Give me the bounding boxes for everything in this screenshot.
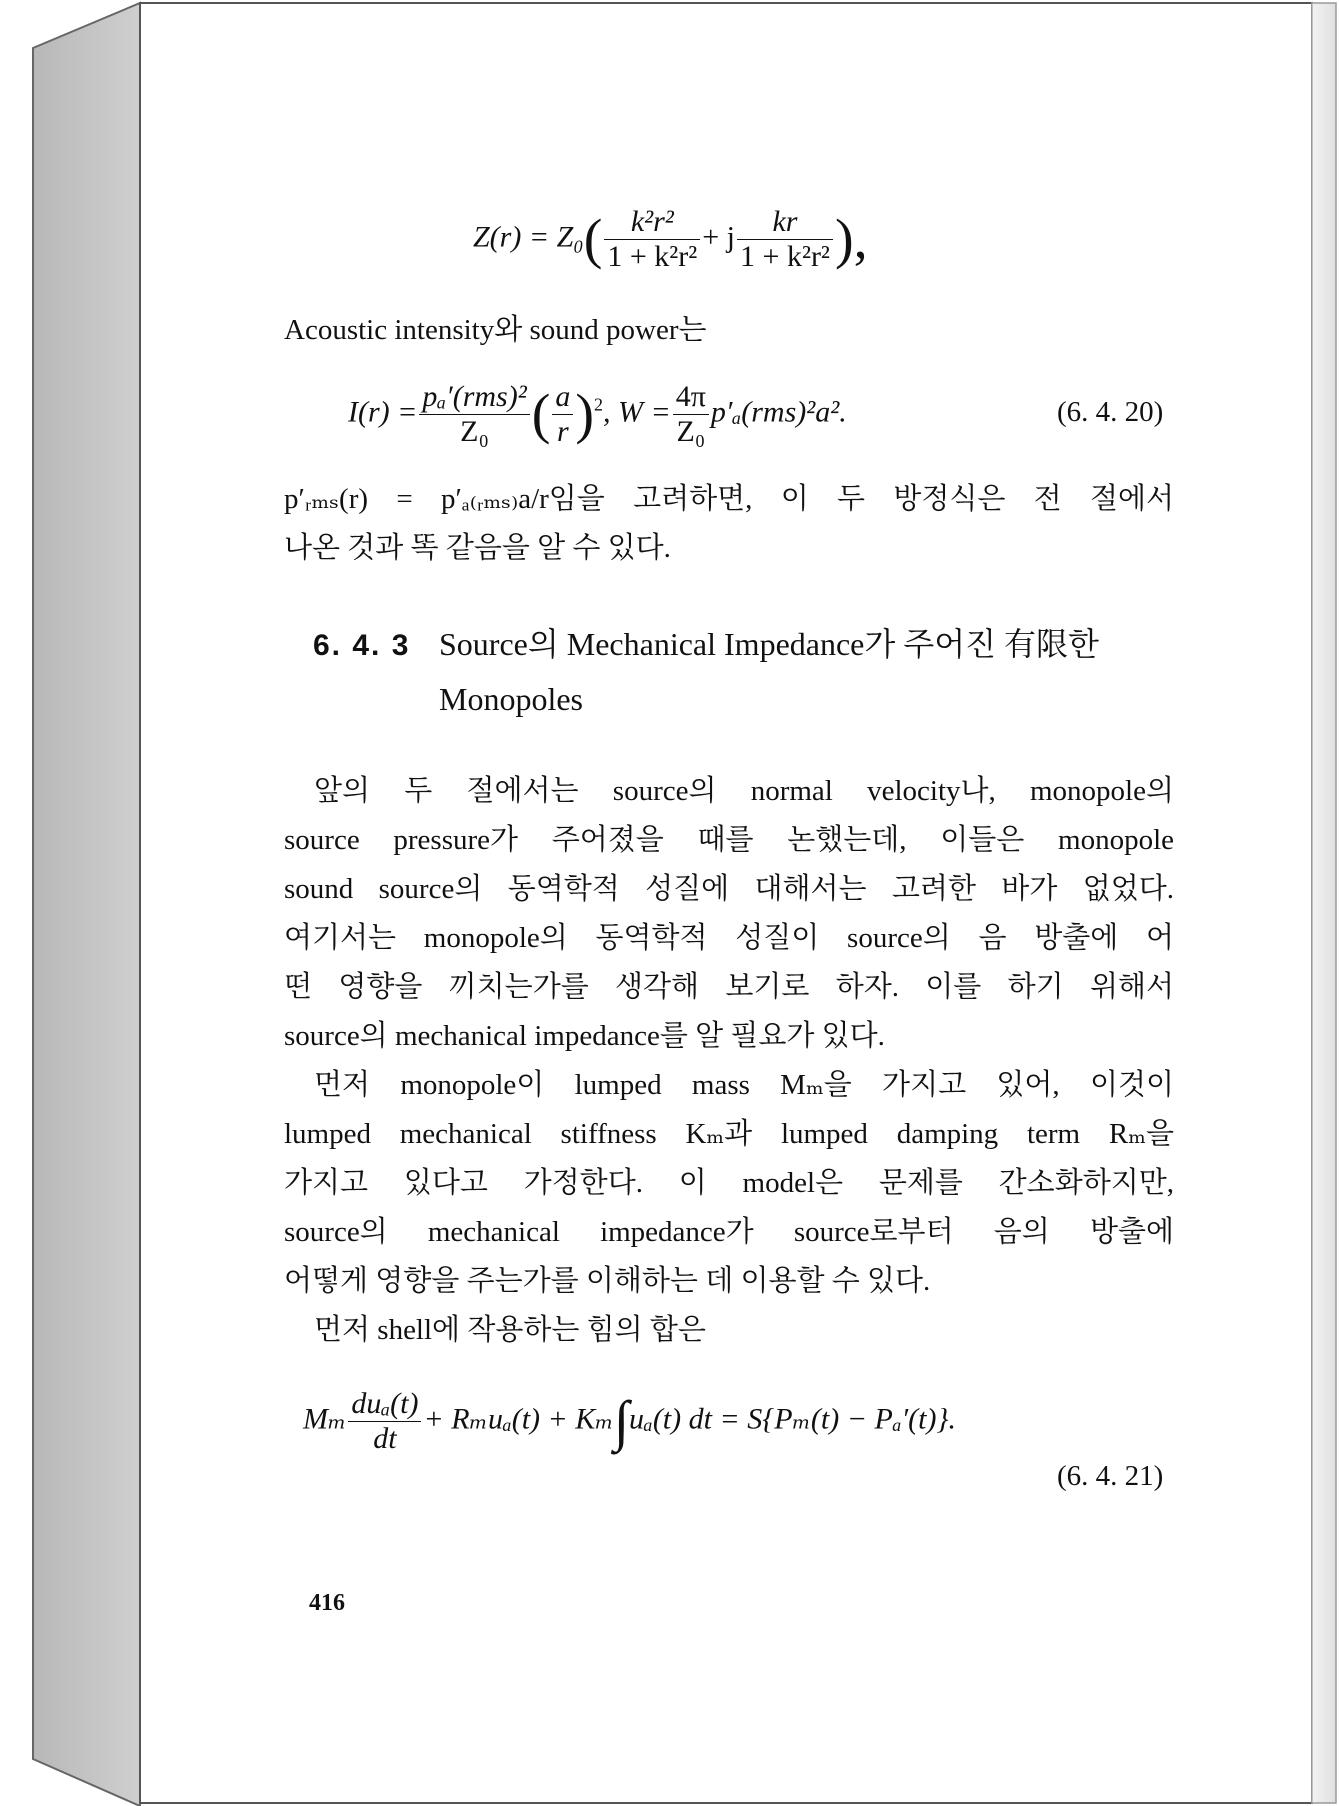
paragraph-3-line: 가지고 있다고 가정한다. 이 model은 문제를 간소화하지만,: [284, 1167, 1174, 1199]
equation-6-4-21: Mₘ duₐ(t) dt + Rₘuₐ(t) + Kₘ∫uₐ(t) dt = S{Pₘ(t) − Pₐ′(t)}.: [303, 1387, 956, 1455]
paragraph-2: [284, 767, 1174, 1061]
equation-number-6-4-20: (6. 4. 20): [1057, 396, 1164, 428]
paragraph-1: [284, 475, 1174, 573]
section-number: 6. 4. 3: [313, 629, 411, 662]
paragraph-2-line: 앞의 두 절에서는 source의 normal velocity나, monopole의: [314, 775, 1174, 807]
page-number: 416: [309, 1590, 345, 1616]
paragraph-3: [284, 1061, 1174, 1306]
paragraph-1-line: 나온 것과 똑 같음을 알 수 있다.: [284, 532, 671, 564]
paragraph-2-line: 떤 영향을 끼치는가를 생각해 보기로 하자. 이를 하기 위해서: [284, 971, 1174, 1003]
paragraph-3-line: 먼저 monopole이 lumped mass Mₘ을 가지고 있어, 이것이: [314, 1069, 1174, 1101]
equation-impedance: Z(r) = Z₀( $\frac{\text{k²r²}}{\text{1 + k²r²}}$ + j $\frac{kr}{\text{1 + k²r²}}$ ),: [473, 205, 868, 273]
intro-line: Acoustic intensity와 sound power는: [284, 314, 707, 346]
section-heading: [313, 618, 410, 672]
paragraph-2-line: sound source의 동역학적 성질에 대해서는 고려한 바가 없었다.: [284, 873, 1174, 905]
equation-6-4-20: I(r) = pₐ′(rms)² Z₀ ( $\frac{a}{r}$ )$^2$, W = $\frac{4\pi}{\text{Z₀}}$ p′ₐ(rms)²a².: [348, 380, 847, 448]
paragraph-2-line: 여기서는 monopole의 동역학적 성질이 source의 음 방출에 어: [284, 922, 1174, 954]
equation-number-6-4-21: (6. 4. 21): [1057, 1460, 1164, 1492]
section-title-line-1: Source의 Mechanical Impedance가 주어진 有限한: [439, 626, 1099, 662]
paragraph-2-line: source pressure가 주어졌을 때를 논했는데, 이들은 monopole: [284, 824, 1174, 856]
paragraph-1-line: p′ᵣₘₛ(r) = p′ₐ₍ᵣₘₛ₎a/r임을 고려하면, 이 두 방정식은 전 절에서: [284, 483, 1174, 515]
page-edge: [1312, 3, 1336, 1803]
paragraph-2-line: source의 mechanical impedance를 알 필요가 있다.: [284, 1020, 885, 1052]
paragraph-4: 먼저 shell에 작용하는 힘의 합은: [314, 1314, 706, 1346]
paragraph-3-line: lumped mechanical stiffness Kₘ과 lumped damping term Rₘ을: [284, 1118, 1174, 1150]
book-spine: [33, 3, 140, 1806]
section-title-line-2: Monopoles: [439, 681, 583, 717]
paragraph-3-line: source의 mechanical impedance가 source로부터 음의 방출에: [284, 1216, 1174, 1248]
paragraph-3-line: 어떻게 영향을 주는가를 이해하는 데 이용할 수 있다.: [284, 1265, 931, 1297]
